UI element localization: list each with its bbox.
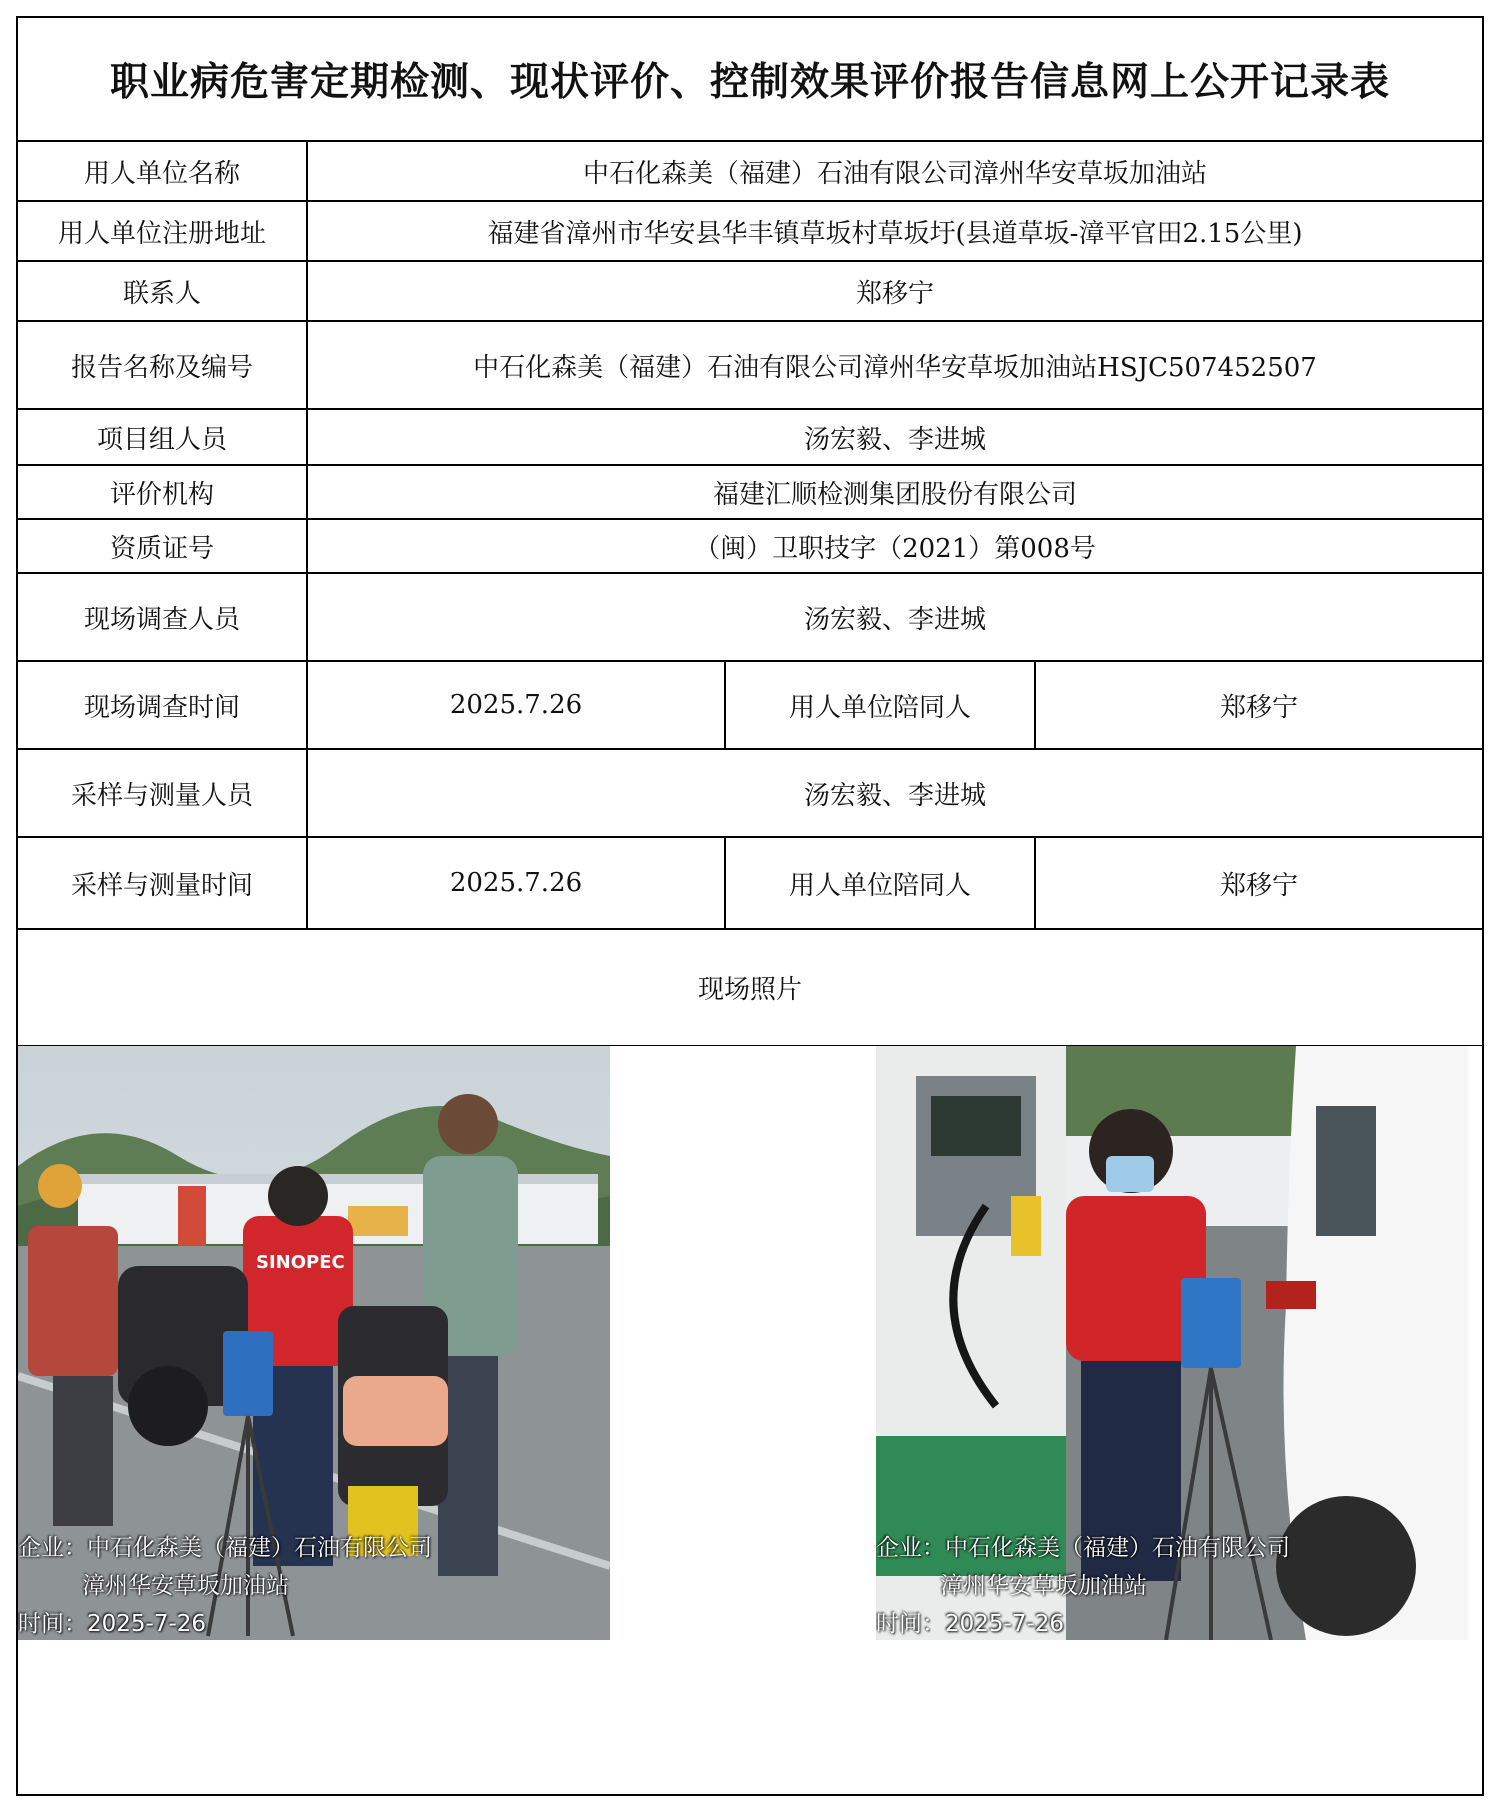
team-value: 汤宏毅、李进城 (803, 424, 986, 455)
row-unit-name (18, 142, 1482, 202)
left-caption-time: 时间：2025-7-26 (18, 1611, 207, 1637)
row-report (18, 322, 1482, 410)
cert-value: （闽）卫职技字（2021）第008号 (694, 533, 1096, 564)
row-team (18, 410, 1482, 466)
record-form (16, 16, 1484, 1796)
row-contact (18, 262, 1482, 322)
row-cert (18, 520, 1482, 574)
unit-name-value: 中石化森美（福建）石油有限公司漳州华安草坂加油站 (582, 158, 1207, 189)
row-org (18, 466, 1482, 520)
photos-heading: 现场照片 (18, 930, 1482, 1046)
sampling-companion-value: 郑移宁 (1219, 870, 1298, 901)
sampling-time-label: 采样与测量时间 (18, 838, 308, 928)
right-caption-company: 企业：中石化森美（福建）石油有限公司 (876, 1535, 1290, 1561)
row-sampling-staff (18, 750, 1482, 838)
unit-name-label: 用人单位名称 (18, 142, 308, 200)
report-label: 报告名称及编号 (18, 322, 308, 408)
unit-address-value: 福建省漳州市华安县华丰镇草坂村草坂圩(县道草坂-漳平官田2.15公里) (487, 218, 1303, 249)
right-caption-station: 漳州华安草坂加油站 (940, 1573, 1147, 1599)
form-title: 职业病危害定期检测、现状评价、控制效果评价报告信息网上公开记录表 (18, 18, 1482, 142)
row-survey-staff (18, 574, 1482, 662)
sampling-time-value: 2025.7.26 (308, 838, 726, 928)
report-value: 中石化森美（福建）石油有限公司漳州华安草坂加油站HSJC507452507 (473, 352, 1317, 383)
right-caption-time: 时间：2025-7-26 (876, 1611, 1065, 1637)
cert-label: 资质证号 (18, 520, 308, 572)
contact-label: 联系人 (18, 262, 308, 320)
unit-address-label: 用人单位注册地址 (18, 202, 308, 260)
sampling-companion-label: 用人单位陪同人 (726, 838, 1036, 928)
survey-time-label: 现场调查时间 (18, 662, 308, 748)
survey-staff-label: 现场调查人员 (18, 574, 308, 660)
team-label: 项目组人员 (18, 410, 308, 464)
survey-time-value: 2025.7.26 (308, 662, 726, 748)
survey-staff-value: 汤宏毅、李进城 (803, 604, 986, 635)
contact-value: 郑移宁 (855, 278, 934, 309)
row-sampling-time (18, 838, 1482, 930)
survey-companion-label: 用人单位陪同人 (726, 662, 1036, 748)
site-photo-right (876, 1046, 1468, 1640)
left-caption-company: 企业：中石化森美（福建）石油有限公司 (18, 1535, 432, 1561)
sampling-staff-label: 采样与测量人员 (18, 750, 308, 836)
row-survey-time (18, 662, 1482, 750)
sampling-staff-value: 汤宏毅、李进城 (803, 780, 986, 811)
left-caption-station: 漳州华安草坂加油站 (82, 1573, 289, 1599)
org-label: 评价机构 (18, 466, 308, 518)
shirt-logo-text: SINOPEC (256, 1252, 345, 1273)
site-photo-left (18, 1046, 610, 1640)
row-unit-address (18, 202, 1482, 262)
survey-companion-value: 郑移宁 (1219, 692, 1298, 723)
org-value: 福建汇顺检测集团股份有限公司 (712, 479, 1077, 510)
